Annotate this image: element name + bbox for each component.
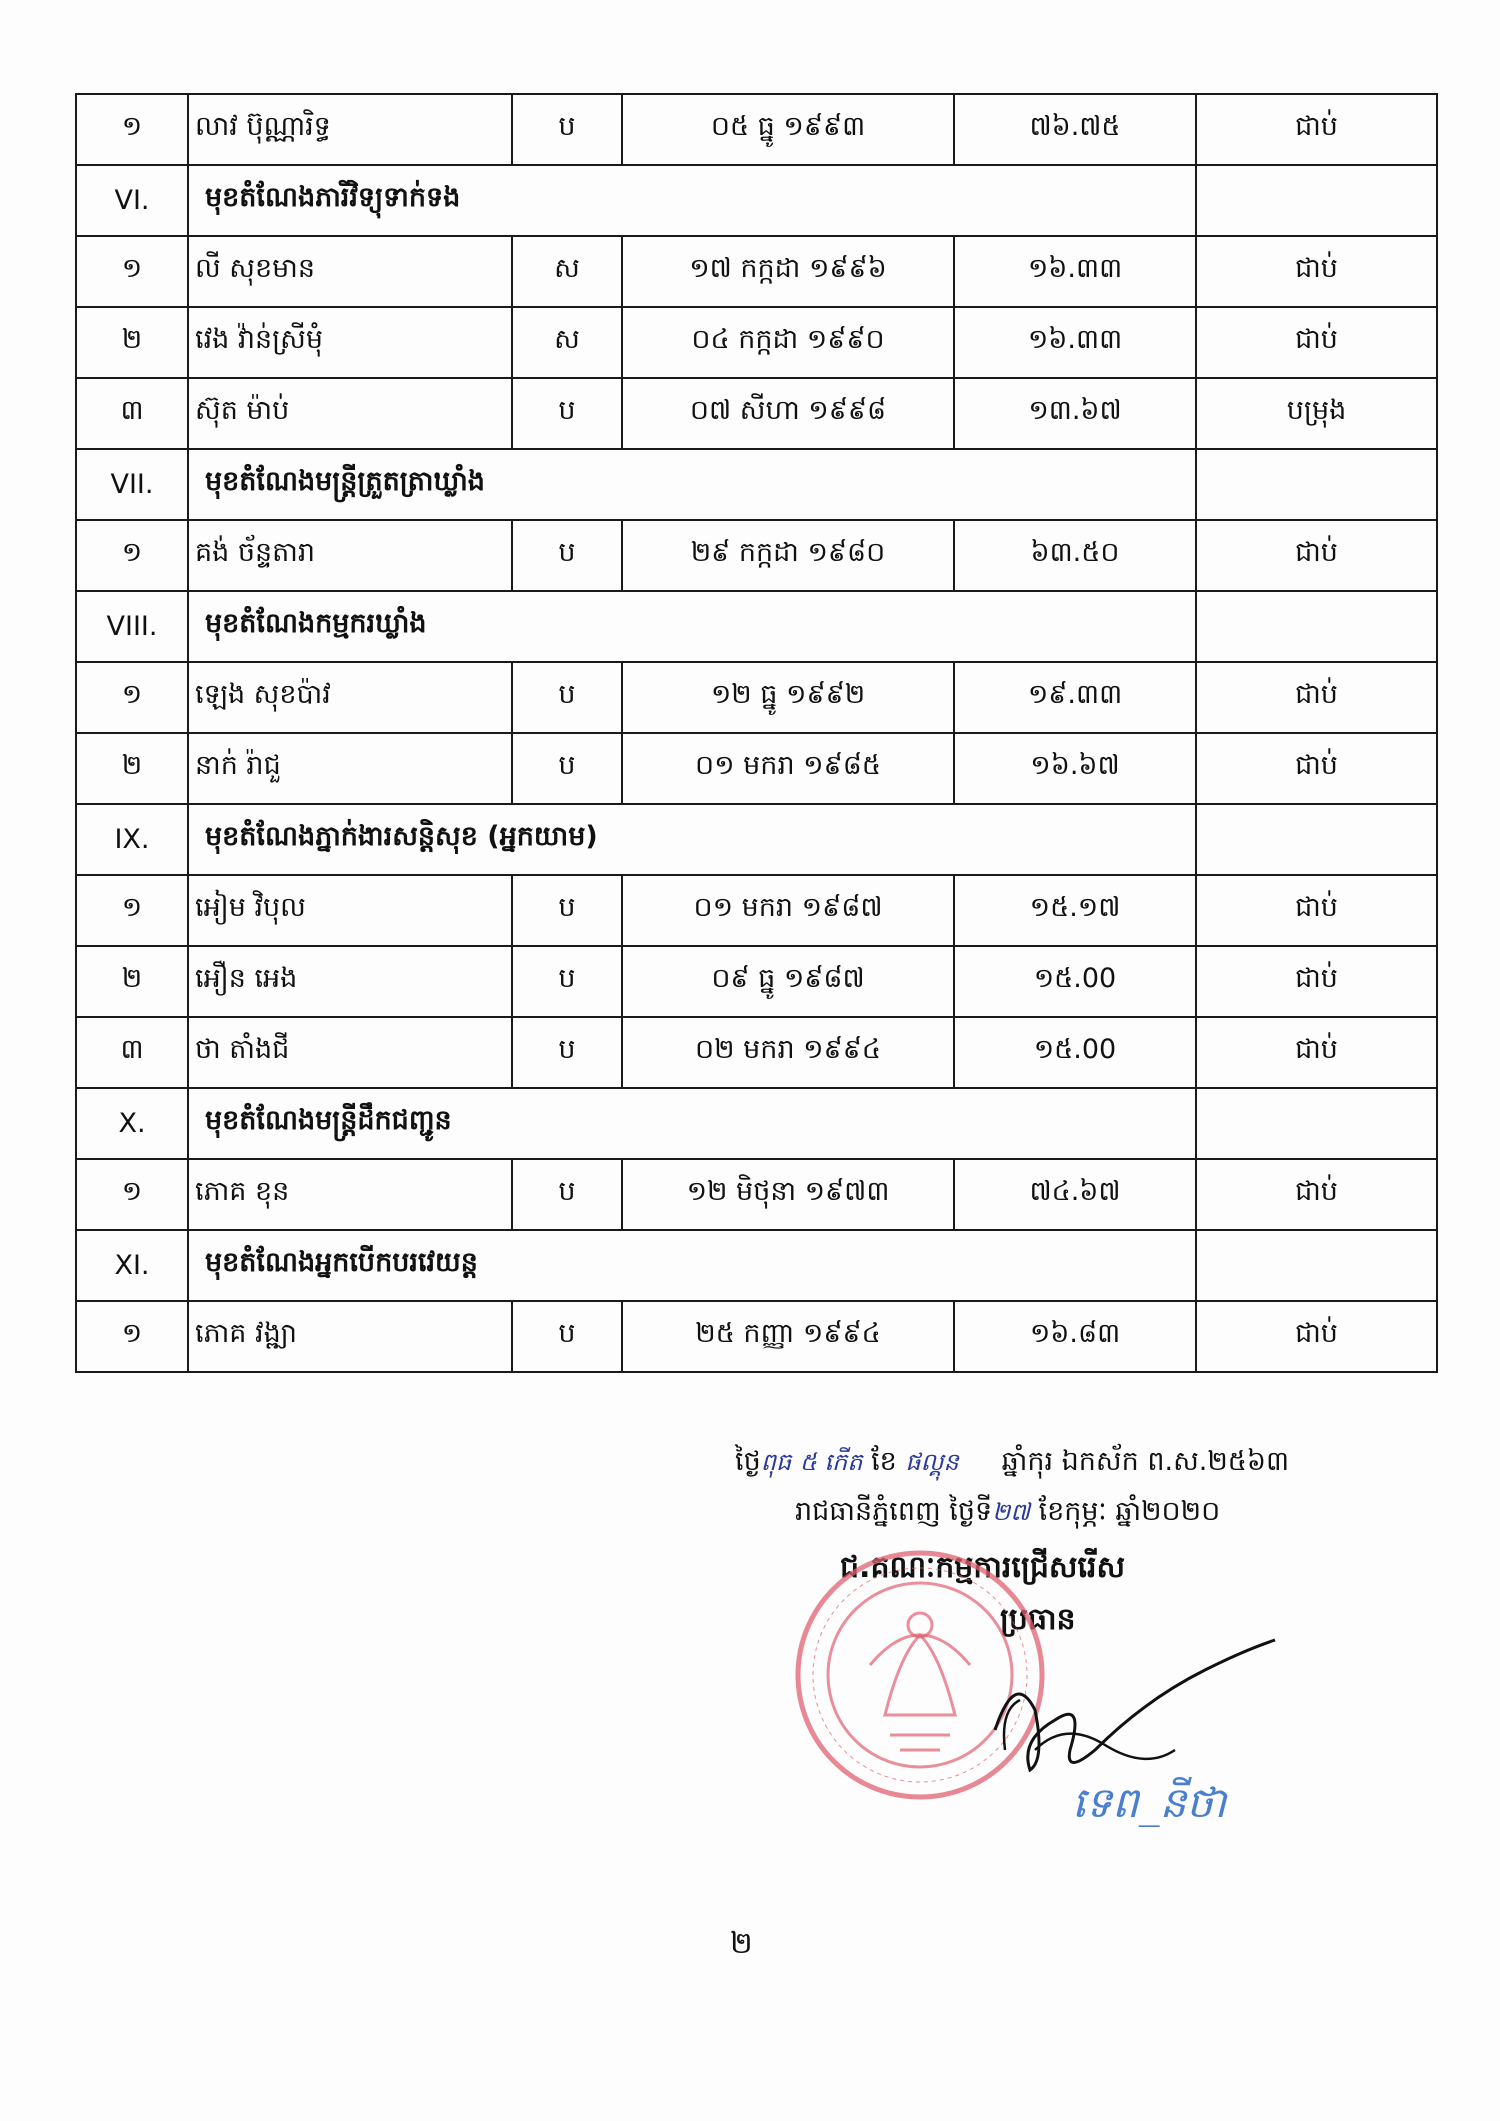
candidate-row (76, 1017, 1437, 1088)
cell-result: ជាប់ (1196, 875, 1437, 946)
cell-result: បម្រុង (1196, 378, 1437, 449)
cell-sex: ប (512, 520, 622, 591)
candidate-row (76, 733, 1437, 804)
signer-name-stamp: ទេព_នីថា (1072, 1778, 1227, 1827)
cell-number: ៣ (76, 378, 188, 449)
cell-sex: ប (512, 1301, 622, 1372)
cell-name: ឡេង សុខប៉ាវ (188, 662, 512, 733)
cell-sex: ប (512, 1159, 622, 1230)
candidate-row (76, 946, 1437, 1017)
section-empty-cell (1196, 165, 1437, 236)
lunar-year: ឆ្នាំកុរ ឯកស័ក ព.ស.២៥៦៣ (1001, 1446, 1290, 1477)
cell-sex: ស (512, 236, 622, 307)
cell-date-of-birth: ២៥ កញ្ញា ១៩៩៤ (622, 1301, 954, 1372)
cell-sex: ប (512, 733, 622, 804)
official-seal-icon (790, 1545, 1050, 1805)
section-header-row (76, 804, 1437, 875)
cell-number: ១ (76, 94, 188, 165)
cell-score: ១៦.៣៣ (954, 236, 1196, 307)
cell-result: ជាប់ (1196, 946, 1437, 1017)
cell-score: ៧៦.៧៥ (954, 94, 1196, 165)
cell-score: ១៣.៦៧ (954, 378, 1196, 449)
cell-number: ២ (76, 733, 188, 804)
cell-sex: ប (512, 662, 622, 733)
handwritten-signature-icon (975, 1600, 1315, 1800)
cell-result: ជាប់ (1196, 94, 1437, 165)
section-roman-numeral: XI. (76, 1230, 188, 1301)
candidate-row (76, 94, 1437, 165)
cell-name: គង់ ច័ន្ទតារា (188, 520, 512, 591)
lunar-day-handwritten: ពុធ (760, 1448, 792, 1476)
cell-score: ១៦.៨៣ (954, 1301, 1196, 1372)
section-empty-cell (1196, 804, 1437, 875)
cell-score: ១៥.១៧ (954, 875, 1196, 946)
cell-name: លី សុខមាន (188, 236, 512, 307)
cell-result: ជាប់ (1196, 520, 1437, 591)
cell-date-of-birth: ២៩ កក្កដា ១៩៨០ (622, 520, 954, 591)
cell-number: ១ (76, 520, 188, 591)
cell-score: ៧៤.៦៧ (954, 1159, 1196, 1230)
solar-day-handwritten: ២៧ (992, 1498, 1030, 1526)
section-title: មុខតំណែងកម្មករឃ្លាំង (188, 591, 1196, 662)
candidate-row (76, 236, 1437, 307)
cell-number: ១ (76, 662, 188, 733)
lunar-month-handwritten: ផល្គុន (905, 1448, 959, 1476)
cell-number: ១ (76, 1301, 188, 1372)
section-roman-numeral: VI. (76, 165, 188, 236)
section-header-row (76, 591, 1437, 662)
cell-result: ជាប់ (1196, 662, 1437, 733)
section-title: មុខតំណែងអ្នកបើកបរវេយន្ត (188, 1230, 1196, 1301)
cell-name: អៀម វិបុល (188, 875, 512, 946)
cell-sex: ប (512, 946, 622, 1017)
section-empty-cell (1196, 1088, 1437, 1159)
section-empty-cell (1196, 591, 1437, 662)
cell-result: ជាប់ (1196, 733, 1437, 804)
cell-date-of-birth: ០១ មករា ១៩៨៥ (622, 733, 954, 804)
section-title: មុខតំណែងមន្ត្រីត្រួតត្រាឃ្លាំង (188, 449, 1196, 520)
results-table-body (76, 94, 1437, 1372)
section-empty-cell (1196, 1230, 1437, 1301)
cell-score: ៦៣.៥០ (954, 520, 1196, 591)
section-empty-cell (1196, 449, 1437, 520)
lunar-date-line (735, 1445, 1289, 1484)
section-roman-numeral: X. (76, 1088, 188, 1159)
cell-number: ៣ (76, 1017, 188, 1088)
cell-number: ២ (76, 307, 188, 378)
candidate-row (76, 875, 1437, 946)
section-roman-numeral: IX. (76, 804, 188, 875)
candidate-row (76, 378, 1437, 449)
cell-name: ថា តាំងជី (188, 1017, 512, 1088)
cell-result: ជាប់ (1196, 1301, 1437, 1372)
results-table (75, 93, 1438, 1373)
cell-score: ១៩.៣៣ (954, 662, 1196, 733)
cell-date-of-birth: ១២ មិថុនា ១៩៧៣ (622, 1159, 954, 1230)
chairman-role: ប្រធាន (1000, 1602, 1076, 1637)
candidate-row (76, 520, 1437, 591)
committee-title: ជ.គណៈកម្មការជ្រើសរើស (840, 1550, 1126, 1585)
section-title: មុខតំណែងមន្ត្រីដឹកជញ្ជូន (188, 1088, 1196, 1159)
cell-date-of-birth: ០៤ កក្កដា ១៩៩០ (622, 307, 954, 378)
cell-score: ១៦.៣៣ (954, 307, 1196, 378)
cell-sex: ស (512, 307, 622, 378)
section-roman-numeral: VII. (76, 449, 188, 520)
cell-date-of-birth: ១២ ធ្នូ ១៩៩២ (622, 662, 954, 733)
cell-number: ១ (76, 875, 188, 946)
cell-sex: ប (512, 875, 622, 946)
solar-prefix: រាជធានីភ្នំពេញ ថ្ងៃទី (795, 1496, 993, 1527)
cell-number: ២ (76, 946, 188, 1017)
cell-name: ភោគ ខុន (188, 1159, 512, 1230)
cell-result: ជាប់ (1196, 307, 1437, 378)
cell-sex: ប (512, 378, 622, 449)
candidate-row (76, 662, 1437, 733)
section-header-row (76, 449, 1437, 520)
cell-name: ស៊ុត ម៉ាប់ (188, 378, 512, 449)
cell-date-of-birth: ០៩ ធ្នូ ១៩៨៧ (622, 946, 954, 1017)
page-number: ២ (730, 1926, 753, 1961)
candidate-row (76, 1159, 1437, 1230)
cell-score: ១៥.00 (954, 946, 1196, 1017)
cell-score: ១៦.៦៧ (954, 733, 1196, 804)
section-title: មុខតំណែងភ្នាក់ងារសន្តិសុខ (អ្នកយាម) (188, 804, 1196, 875)
cell-sex: ប (512, 94, 622, 165)
cell-number: ១ (76, 1159, 188, 1230)
cell-date-of-birth: ១៧ កក្កដា ១៩៩៦ (622, 236, 954, 307)
cell-name: វេង វ៉ាន់ស្រីមុំ (188, 307, 512, 378)
candidate-row (76, 307, 1437, 378)
section-header-row (76, 165, 1437, 236)
solar-suffix: ខែកុម្ភៈ ឆ្នាំ២០២០ (1038, 1496, 1221, 1527)
cell-name: អឿន អេង (188, 946, 512, 1017)
cell-date-of-birth: ០៥ ធ្នូ ១៩៩៣ (622, 94, 954, 165)
cell-result: ជាប់ (1196, 1017, 1437, 1088)
cell-name: ភោគ វង្ឍា (188, 1301, 512, 1372)
section-roman-numeral: VIII. (76, 591, 188, 662)
cell-name: នាក់ រ៉ាជួ (188, 733, 512, 804)
solar-date-line (795, 1495, 1220, 1534)
candidate-row (76, 1301, 1437, 1372)
section-header-row (76, 1088, 1437, 1159)
cell-date-of-birth: ០២ មករា ១៩៩៤ (622, 1017, 954, 1088)
cell-date-of-birth: ០១ មករា ១៩៨៧ (622, 875, 954, 946)
section-header-row (76, 1230, 1437, 1301)
lunar-prefix: ថ្ងៃ (735, 1446, 761, 1477)
cell-result: ជាប់ (1196, 236, 1437, 307)
cell-date-of-birth: ០៧ សីហា ១៩៩៨ (622, 378, 954, 449)
cell-sex: ប (512, 1017, 622, 1088)
lunar-month-prefix: ខែ (871, 1446, 897, 1477)
cell-number: ១ (76, 236, 188, 307)
lunar-phase-handwritten: ៥ កើត (799, 1448, 863, 1476)
section-title: មុខតំណែងភារីវិទ្យុទាក់ទង (188, 165, 1196, 236)
cell-name: លាវ ប៊ុណ្ណារិទ្ធ (188, 94, 512, 165)
cell-score: ១៥.00 (954, 1017, 1196, 1088)
cell-result: ជាប់ (1196, 1159, 1437, 1230)
